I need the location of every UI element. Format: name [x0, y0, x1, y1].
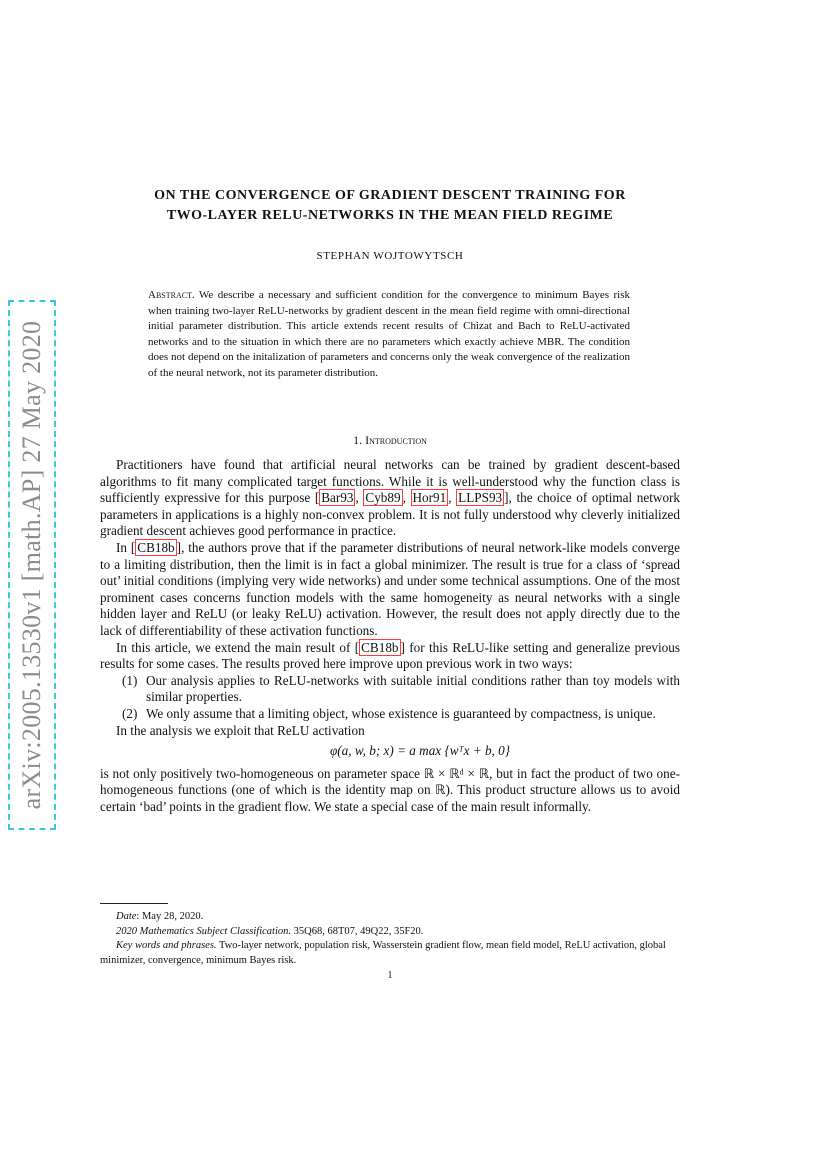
abstract: [148, 288, 630, 381]
paragraph-4: In the analysis we exploit that ReLU activation: [116, 722, 365, 738]
paper-title: [100, 186, 680, 226]
paragraph-1-text-a: Practitioners have found that artificial neural networks can be trained by gradient descent-based algorithms to fit many complicated target functions. While it is well-understood why the function class is sufficiently expressive for this purpose: [100, 457, 680, 506]
citation-hor91[interactable]: Hor91: [412, 490, 447, 506]
footnote-date: [100, 910, 680, 925]
list-item-text: We only assume that a limiting object, whose existence is guaranteed by compactness, is unique.: [146, 705, 656, 721]
citation-cyb89[interactable]: Cyb89: [365, 490, 401, 506]
footnote-msc-value: 35Q68, 68T07, 49Q22, 35F20.: [290, 925, 424, 937]
citation-bar93[interactable]: Bar93: [321, 490, 354, 506]
relu-equation: φ(a, w, b; x) = a max {wᵀx + b, 0}: [329, 743, 511, 759]
list-item-text: Our analysis applies to ReLU-networks with suitable initial conditions rather than toy models with similar properties.: [146, 672, 680, 705]
paragraph-2-text-a: In: [116, 539, 131, 555]
footnote-msc: [100, 925, 680, 940]
paragraph-5: is not only positively two-homogeneous on parameter space ℝ × ℝᵈ × ℝ, but in fact the product of two one-homogeneous functions (one of which is the identity map on ℝ). This product structure allows us to avoid certain ‘bad’ points in the gradient flow. We state a special case of the main result informally.: [100, 765, 680, 814]
footnotes: [100, 910, 680, 968]
title-line-1: ON THE CONVERGENCE OF GRADIENT DESCENT TRAINING FOR: [154, 188, 626, 203]
footnote-msc-label: 2020 Mathematics Subject Classification.: [116, 925, 291, 937]
paragraph-2: In [ CB18b ], the authors prove that if the parameter distributions of neural network-like models converge to a limiting distribution, then the limit is in fact a global minimizer. The result is true for a class of ‘spread out’ initial conditions (implying very wide networks) and under some technical assumptions. One of the most prominent cases concerns function models with the same homogeneity as neural networks with a single hidden layer and ReLU (or leaky ReLU) activation. However, the result does not apply directly due to the lack of differentiability of these activation functions.: [100, 539, 680, 638]
citation-cb18b-2[interactable]: CB18b: [361, 639, 399, 655]
abstract-text: We describe a necessary and sufficient condition for the convergence to minimum Bayes risk when training two-layer ReLU-networks by gradient descent in the mean field regime with omni-directional initial parameter distribution. This article extends recent results of Chizat and Bach to ReLU-activated networks and to the situation in which there are no parameters which exactly achieve MBR. The condition does not depend on the initalization of parameters and concerns only the weak convergence of the realization of the neural network, not its parameter distribution.: [148, 289, 630, 379]
footnote-keywords-value: Two-layer network, population risk, Wasserstein gradient flow, mean field model, ReLU activation, global minimizer, convergence, minimum Bayes risk.: [100, 940, 666, 966]
list-item-number: (1): [122, 672, 138, 688]
title-line-2: TWO-LAYER RELU-NETWORKS IN THE MEAN FIELD REGIME: [166, 208, 614, 223]
footnote-date-label: Date: [116, 911, 137, 922]
section-title: Introduction: [365, 433, 427, 447]
contribution-list: [100, 673, 680, 723]
paragraph-3-text-a: In this article, we extend the main result of: [116, 639, 355, 655]
section-number: 1.: [353, 433, 363, 447]
paragraph-2-text-b: , the authors prove that if the parameter distributions of neural network-like models converge to a limiting distribution, then the limit is in fact a global minimizer. The result is true for a class of ‘spread out’ initial conditions (implying very wide networks) and under some technical assumptions. One of the most prominent cases concerns function models with the same homogeneity as neural networks with a single hidden layer and ReLU (or leaky ReLU) activation. However, the result does not apply directly due to the lack of differentiability of these activation functions.: [100, 539, 680, 638]
abstract-label: Abstract.: [148, 289, 195, 301]
body-text: [100, 457, 680, 815]
section-heading: [100, 433, 680, 448]
citation-cb18b[interactable]: CB18b: [137, 539, 175, 555]
paragraph-1-text-b: , the choice of optimal network parameters in applications is a highly non-convex problem. It is not fully understood why cleverly initialized gradient descent achieves good performance in practice.: [100, 490, 681, 539]
footnote-keywords: [100, 939, 680, 968]
paragraph-3-text-b: for this ReLU-like setting and generalize previous results for some cases. The results proved here improve upon previous work in two ways:: [100, 639, 680, 672]
citation-llps93[interactable]: LLPS93: [458, 490, 503, 506]
footnote-keywords-label: Key words and phrases.: [116, 940, 217, 951]
footnote-date-value: : May 28, 2020.: [136, 911, 204, 922]
list-item: [100, 706, 680, 723]
arxiv-stamp: [8, 300, 56, 830]
list-item-number: (2): [122, 705, 138, 721]
footnote-divider: [100, 903, 168, 904]
author: STEPHAN WOJTOWYTSCH: [316, 250, 464, 262]
paragraph-1: Practitioners have found that artificial neural networks can be trained by gradient descent-based algorithms to fit many complicated target functions. While it is well-understood why the function class is sufficiently expressive for this purpose [ Bar93 , Cyb89 , Hor91 , LLPS93 ], the choice of optimal network parameters in applications is a highly non-convex problem. It is not fully understood why cleverly initialized gradient descent achieves good performance in practice.: [100, 457, 681, 539]
page-number: 1: [387, 970, 393, 981]
list-item: [100, 673, 680, 706]
arxiv-stamp-text: arXiv:2005.13530v1 [math.AP] 27 May 2020: [17, 320, 46, 810]
paragraph-3: In this article, we extend the main result of [ CB18b ] for this ReLU-like setting and generalize previous results for some cases. The results proved here improve upon previous work in two ways:: [100, 639, 680, 672]
